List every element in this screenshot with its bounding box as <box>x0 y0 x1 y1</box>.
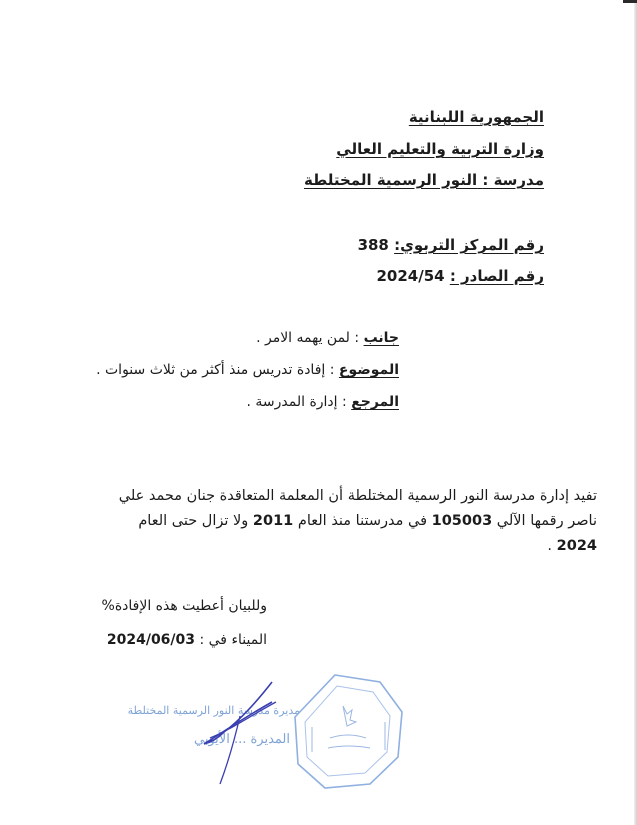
school-name: النور الرسمية المختلطة <box>304 171 478 189</box>
addressee-line <box>256 330 399 346</box>
subject-line <box>96 362 399 378</box>
reference-label: المرجع <box>351 394 399 410</box>
ministry-heading: وزارة التربية والتعليم العالي <box>336 140 544 158</box>
center-number-value: 388 <box>357 236 389 254</box>
end-year: 2024 <box>556 538 597 554</box>
stamp-text-line-2: المديرة ... الأيوبي <box>194 732 290 747</box>
stamp-text-line-1: مديرة مدرسة النور الرسمية المختلطة <box>127 704 300 717</box>
body-line-3: 2024 . <box>547 538 597 554</box>
certificate-body <box>37 484 597 559</box>
addressee-value: : لمن يهمه الامر . <box>256 330 360 346</box>
start-year: 2011 <box>252 513 294 529</box>
center-number-line <box>358 236 544 254</box>
closing-statement: وللبيان أعطيت هذه الإفادة% <box>101 598 267 614</box>
stamp-signature-area <box>127 672 410 792</box>
center-number-label: رقم المركز التربوي: <box>394 236 544 254</box>
outgoing-number-label: رقم الصادر : <box>449 267 544 285</box>
school-label: مدرسة : <box>482 171 544 189</box>
school-heading <box>304 171 544 189</box>
place-date-line <box>107 632 267 648</box>
reference-value: : إدارة المدرسة . <box>246 394 347 410</box>
page-corner <box>623 0 637 3</box>
signature-stroke-1 <box>204 682 272 744</box>
reference-line <box>247 394 400 410</box>
subject-value: : إفادة تدريس منذ أكثر من ثلاث سنوات . <box>96 362 335 378</box>
place-label: الميناء في : <box>199 632 267 648</box>
outgoing-number-line <box>376 267 544 285</box>
signature <box>140 672 410 792</box>
issue-date: 2024/06/03 <box>106 632 196 648</box>
body-line-1: تفيد إدارة مدرسة النور الرسمية المختلطة أن المعلمة المتعاقدة جنان محمد علي <box>118 488 597 504</box>
subject-label: الموضوع <box>338 362 399 378</box>
addressee-label: جانب <box>363 330 399 346</box>
country-heading: الجمهورية اللبنانية <box>408 108 544 126</box>
employee-number: 105003 <box>431 513 493 529</box>
body-line-2: ناصر رقمها الآلي 105003 في مدرستنا منذ العام 2011 ولا تزال حتى العام <box>138 513 597 529</box>
outgoing-number-value: 2024/54 <box>376 267 445 285</box>
